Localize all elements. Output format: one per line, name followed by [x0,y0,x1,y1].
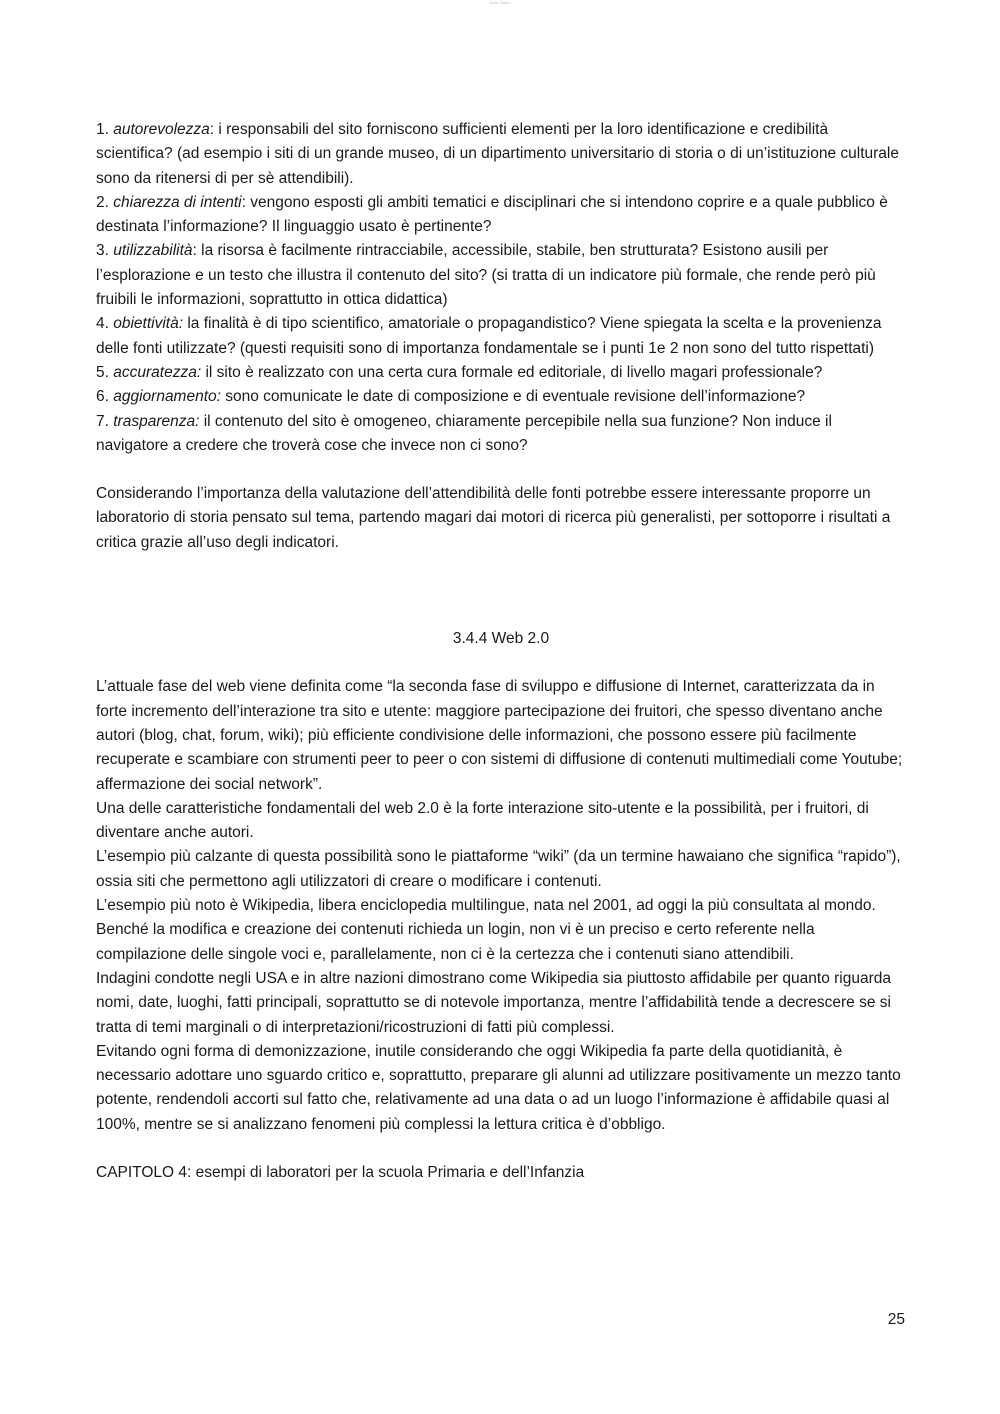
criteria-list [96,118,906,458]
list-item [96,312,906,361]
item-number: 4. [96,315,109,333]
item-number: 6. [96,388,114,406]
list-item [96,239,906,312]
item-term: autorevolezza [113,121,210,138]
web20-section [96,675,906,1137]
list-item [96,410,906,459]
item-term: trasparenza: [113,412,200,430]
paragraph: Indagini condotte negli USA e in altre nazioni dimostrano come Wikipedia sia piuttosto affidabile per quanto riguarda nomi, date, luoghi, fatti principali, soprattutto se di notevole importanza, mentre l’affidabilità tende a decrescere se si tratta di temi marginali o di interpretazioni/ricostruzioni di fatti più complessi. [96,969,892,1036]
item-text: sono comunicate le date di composizione e di eventuale revisione dell’informazione? [220,388,806,406]
header-mark: Note Stable [489,0,511,5]
list-item [96,118,906,191]
spacer [96,651,906,675]
item-number: 5. [96,363,109,381]
item-separator: : [192,242,197,260]
item-text: i responsabili del sito forniscono sufficienti elementi per la loro identificazione e credibilità scientifica? (ad esempio i siti di un grande museo, di un dipartimento universitario di storia o di un’istituzione culturale sono da ritenersi di per sè attendibili). [96,121,899,187]
item-term: aggiornamento: [113,388,221,406]
page-number: 25 [887,1311,905,1328]
paragraph: L’esempio più noto è Wikipedia, libera enciclopedia multilingue, nata nel 2001, ad oggi la più consultata al mondo. [96,897,876,915]
spacer [96,1137,906,1161]
paragraph: Benché la modifica e creazione dei contenuti richieda un login, non vi è un preciso e certo referente nella compilazione delle singole voci e, parallelamente, non ci è la certezza che i contenuti siano attendibili. [96,921,815,963]
item-number: 3. [96,242,109,260]
list-item [96,385,906,409]
conclusion-paragraph: Considerando l’importanza della valutazione dell’attendibilità delle fonti potrebbe essere interessante proporre un laboratorio di storia pensato sul tema, partendo magari dai motori di ricerca più generalisti, per sottoporre i risultati a critica grazie all’uso degli indicatori. [96,485,891,551]
document-body [96,118,906,1185]
item-term: obiettività: [113,315,184,333]
paragraph: L’esempio più calzante di questa possibilità sono le piattaforme “wiki” (da un termine hawaiano che significa “rapido”), ossia siti che permettono agli utilizzatori di creare o modificare i contenuti. [96,848,901,890]
item-term: accuratezza: [113,363,202,381]
item-text: il sito è realizzato con una certa cura formale ed editoriale, di livello magari professionale? [201,363,823,381]
item-text: la risorsa è facilmente rintracciabile, accessibile, stabile, ben strutturata? Esistono ausili per l’esplorazione e un testo che illustra il contenuto del sito? (si tratta di un indicatore più formale, che rende però più fruibili le informazioni, soprattutto in ottica didattica) [96,242,876,309]
list-item [96,191,906,240]
list-item [96,361,906,385]
item-term: chiarezza di intenti [113,193,242,211]
item-separator: : [209,121,215,138]
item-number: 7. [96,412,109,430]
section-title: 3.4.4 Web 2.0 [452,630,550,648]
item-text: vengono esposti gli ambiti tematici e disciplinari che si intendono coprire e a quale pubblico è destinata l’informazione? Il linguaggio usato è pertinente? [96,193,888,236]
item-number: 1. [96,121,109,138]
paragraph: Una delle caratteristiche fondamentali del web 2.0 è la forte interazione sito-utente e la possibilità, per i fruitori, di diventare anche autori. [96,799,869,842]
spacer [96,555,906,627]
spacer [96,458,906,482]
item-text: il contenuto del sito è omogeneo, chiaramente percepibile nella sua funzione? Non induce il navigatore a credere che troverà cose che invece non ci sono? [96,412,832,454]
chapter-heading: CAPITOLO 4: esempi di laboratori per la scuola Primaria e dell’Infanzia [96,1163,585,1181]
item-separator: : [241,193,246,211]
item-text: la finalità è di tipo scientifico, amatoriale o propagandistico? Viene spiegata la scelta e la provenienza delle fonti utilizzate? (questi requisiti sono di importanza fondamentale se i punti 1e 2 non sono del tutto rispettati) [96,315,882,357]
paragraph: L’attuale fase del web viene definita come “la seconda fase di sviluppo e diffusione di Internet, caratterizzata da in forte incremento dell’interazione tra sito e utente: maggiore partecipazione dei fruitori, che spesso diventano anche autori (blog, chat, forum, wiki); più efficiente condivisione delle informazioni, che possono essere più facilmente recuperate e scambiare con strumenti peer to peer o con sistemi di diffusione di contenuti multimediali come Youtube; affermazione dei social network”. [96,678,903,793]
item-term: utilizzabilità [113,242,193,260]
item-number: 2. [96,193,109,211]
paragraph: Evitando ogni forma di demonizzazione, inutile considerando che oggi Wikipedia fa parte della quotidianità, è necessario adottare uno sguardo critico e, soprattutto, preparare gli alunni ad utilizzare positivamente un mezzo tanto potente, rendendoli accorti sul fatto che, relativamente ad una data o ad un luogo l’informazione è affidabile quasi al 100%, mentre se si analizzano fenomeni più complessi la lettura critica è d’obbligo. [96,1042,901,1133]
